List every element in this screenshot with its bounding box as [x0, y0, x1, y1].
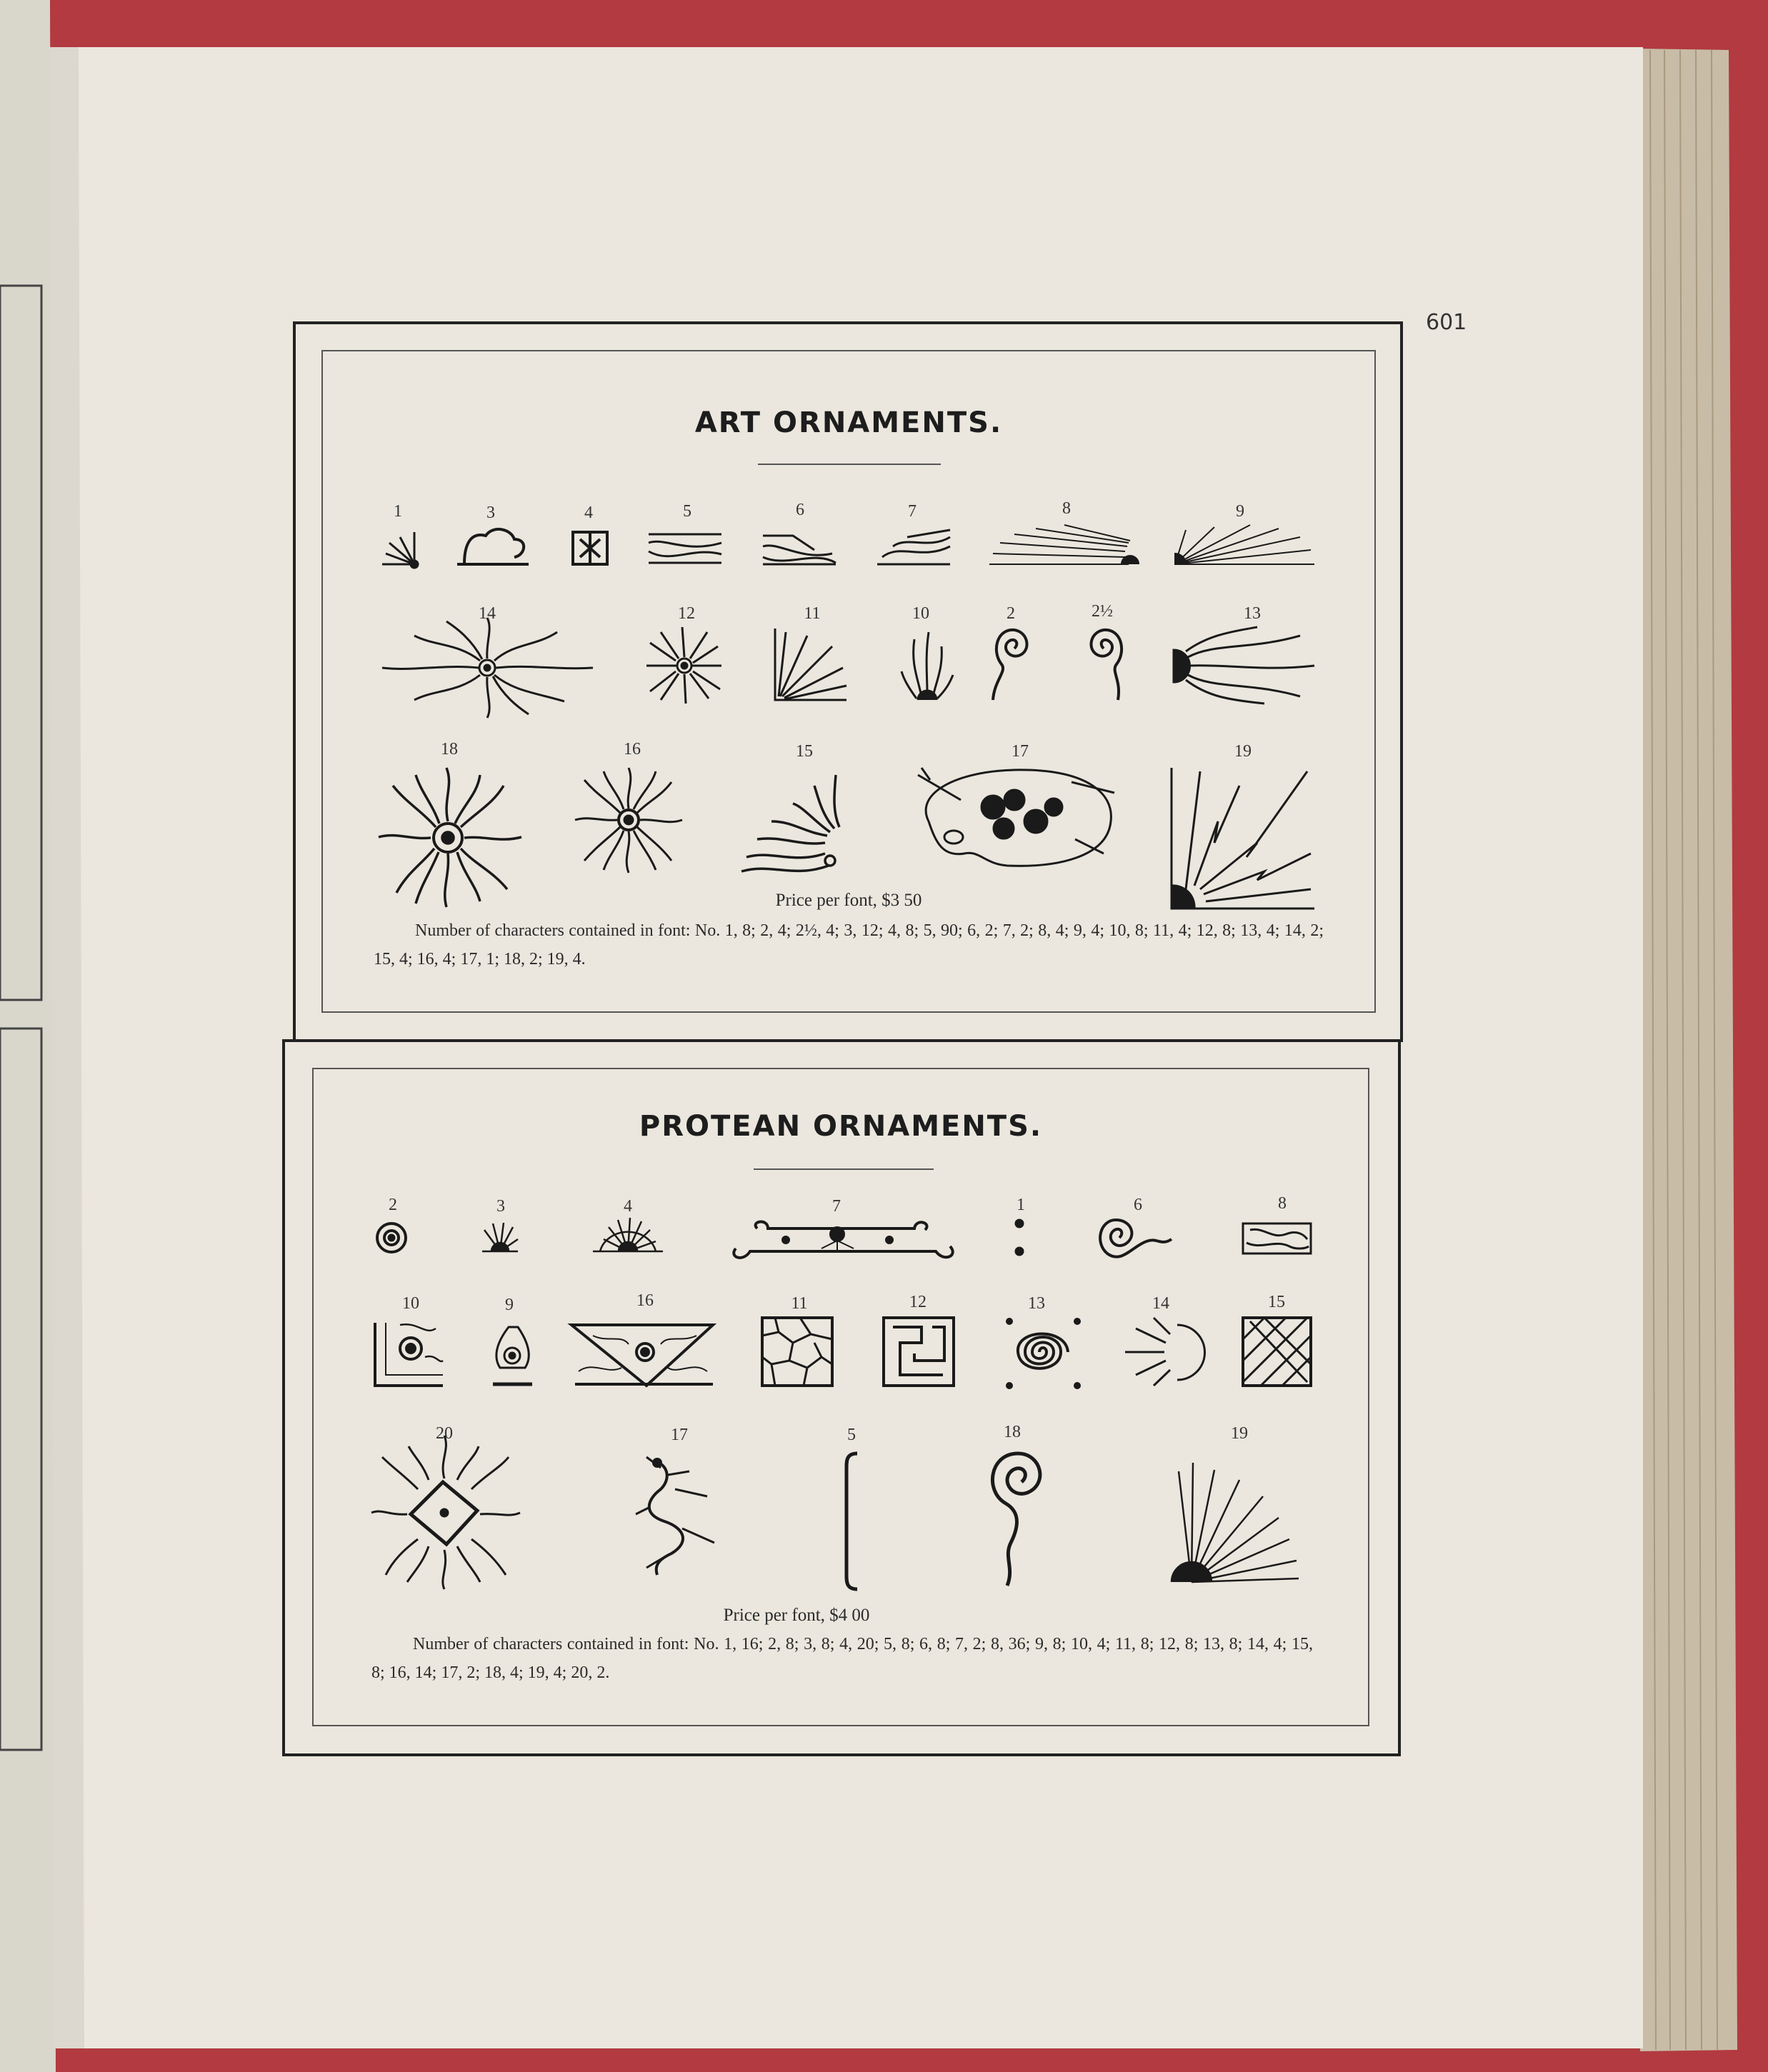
- protean-label: 11: [791, 1294, 808, 1313]
- art-label: 1: [394, 502, 402, 521]
- art-label: 5: [683, 502, 691, 521]
- art-label: 10: [912, 604, 929, 623]
- art-label: 6: [796, 501, 804, 519]
- art-label: 8: [1062, 499, 1071, 518]
- protean-label: 4: [624, 1197, 632, 1216]
- protean-label: 10: [402, 1294, 419, 1313]
- protean-label: 20: [436, 1424, 453, 1443]
- art-label: 18: [441, 740, 458, 759]
- gutter-shadow: [50, 47, 84, 2048]
- art-label: 15: [796, 742, 813, 761]
- page-number: 601: [1426, 310, 1467, 335]
- protean-ornaments-panel: [313, 1068, 1369, 1726]
- protean-label: 12: [909, 1293, 927, 1311]
- protean-label: 13: [1028, 1294, 1045, 1313]
- protean-label: 2: [389, 1196, 397, 1214]
- protean-label: 3: [496, 1197, 505, 1216]
- art-label: 16: [624, 740, 641, 759]
- protean-character-count: Number of characters contained in font: No. 1, 16; 2, 8; 3, 8; 4, 20; 5, 8; 6, 8; 7, 2; 8, 36; 9, 8; 10, 4; 11, 8; 12, 8; 13, 8; 14, 4; 15, 8; 16, 14; 17, 2; 18, 4; 19, 4; 20, 2.: [371, 1635, 1313, 1682]
- protean-label: 6: [1134, 1196, 1142, 1214]
- protean-label: 18: [1004, 1423, 1021, 1441]
- protean-label: 9: [505, 1296, 514, 1314]
- protean-label: 14: [1152, 1294, 1169, 1313]
- protean-label: 5: [847, 1426, 856, 1444]
- left-page: [0, 0, 56, 2072]
- art-label: 2½: [1092, 602, 1113, 621]
- protean-title-rule: [754, 1168, 934, 1170]
- protean-label: 19: [1231, 1424, 1248, 1443]
- protean-label: 17: [671, 1426, 688, 1444]
- protean-panel-title: PROTEAN ORNAMENTS.: [639, 1110, 1043, 1143]
- art-label: 11: [804, 604, 821, 623]
- art-label: 7: [908, 502, 917, 521]
- art-label: 12: [678, 604, 695, 623]
- art-label: 2: [1007, 604, 1015, 623]
- art-label: 14: [479, 604, 496, 623]
- art-title-rule: [758, 464, 941, 465]
- protean-price: Price per font, $4 00: [723, 1606, 870, 1625]
- art-character-count: Number of characters contained in font: No. 1, 8; 2, 4; 2½, 4; 3, 12; 4, 8; 5, 90; 6, 2; 7, 2; 8, 4; 9, 4; 10, 8; 11, 4; 12, 8; 13, 4; 14, 2; 15, 4; 16, 4; 17, 1; 18, 2; 19, 4.: [374, 921, 1324, 969]
- protean-label: 8: [1278, 1194, 1287, 1213]
- art-label: 3: [486, 504, 495, 522]
- protean-label: 7: [832, 1197, 841, 1216]
- art-ornaments-panel: [322, 351, 1375, 1012]
- art-price: Price per font, $3 50: [775, 891, 922, 910]
- protean-label: 1: [1017, 1196, 1025, 1214]
- main-page: [50, 47, 1643, 2048]
- art-panel-title: ART ORNAMENTS.: [694, 406, 1003, 439]
- protean-label: 16: [636, 1291, 654, 1310]
- art-label: 19: [1234, 742, 1252, 761]
- protean-label: 15: [1268, 1293, 1285, 1311]
- art-label: 9: [1236, 502, 1244, 521]
- art-label: 13: [1244, 604, 1261, 623]
- art-label: 17: [1012, 742, 1029, 761]
- art-label: 4: [584, 504, 593, 522]
